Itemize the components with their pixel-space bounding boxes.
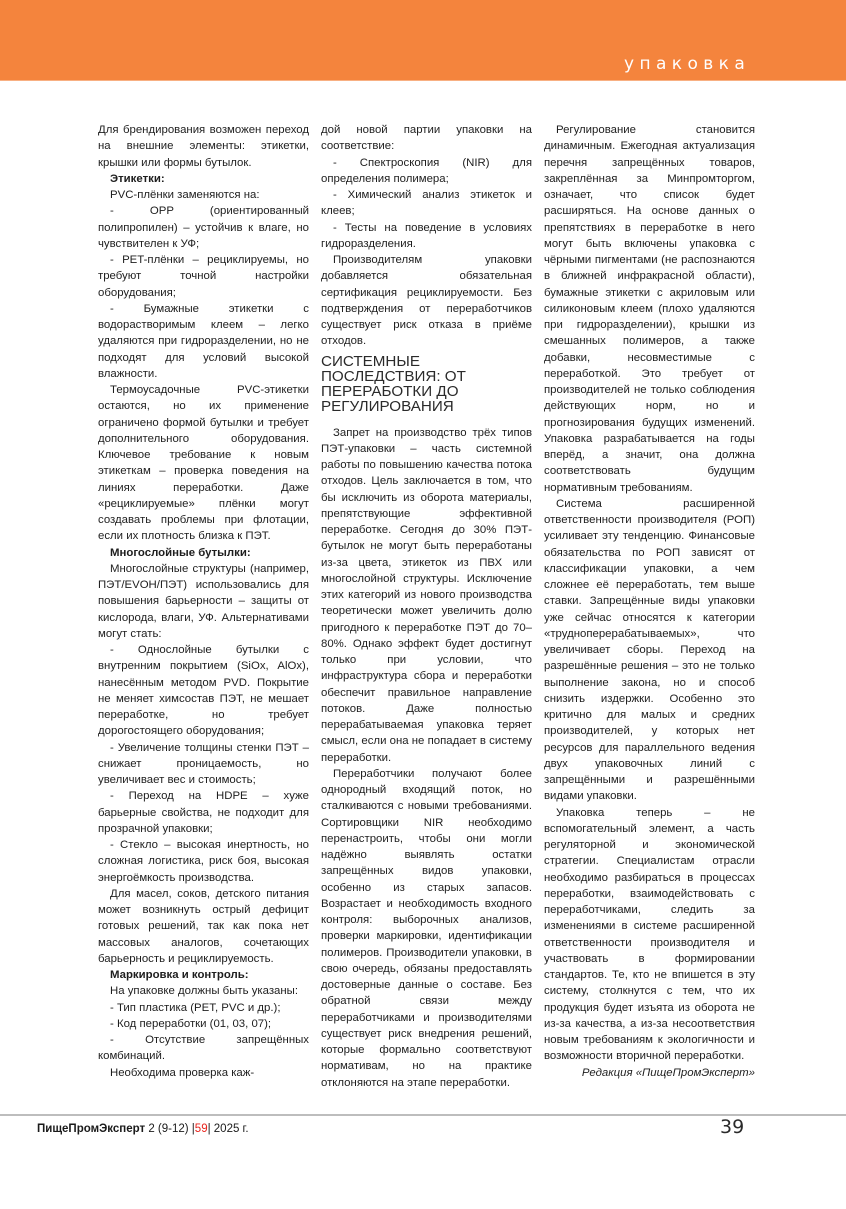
paragraph: - Стекло – высокая инертность, но сложная логистика, риск боя, высокая энергоёмкость производства.: [98, 839, 309, 884]
paragraph: Переработчики получают более однородный входящий поток, но сталкиваются с новыми требованиями. Сортировщики NIR необходимо перенастроить, чтобы они могли надёжно выявлять остатки запрещённых видов упаковки, особенно из старых запасов. Возрастает и необходимость входного контроля: выборочных анализов, проверки маркировки, идентификации полимеров. Производители упаковки, в свою очередь, обязаны предоставлять достоверные данные о составе. Без обратной связи между переработчиками и производителями существует риск внедрения решений, которые формально соответствуют нормативам, но на практике отклоняются на этапе переработки.: [321, 767, 532, 1089]
paragraph: Термоусадочные PVC-этикетки остаются, но их применение ограничено формой бутылки и требует дополнительного оборудования. Ключевое требование к новым этикеткам – проверка поведения на линиях переработки. Даже «рециклируемые» плёнки могут создавать проблемы при флотации, если их плотность близка к ПЭТ.: [98, 384, 309, 543]
issue-prefix: 2 (9-12) |: [145, 1123, 195, 1135]
paragraph: - Тип пластика (PET, PVC и др.);: [110, 1001, 281, 1014]
page-number: 39: [720, 1116, 745, 1138]
paragraph: PVC-плёнки заменяются на:: [110, 189, 260, 201]
paragraph: Необходима проверка каж-: [110, 1066, 255, 1079]
article-column-2: [321, 122, 532, 1091]
paragraph: - Увеличение толщины стенки ПЭТ – снижает проницаемость, но увеличивает вес и стоимость;: [98, 741, 309, 786]
paragraph: Производителям упаковки добавляется обязательная сертификация рециклируемости. Без подтверждения от переработчиков существует риск отказа в приёме отходов.: [321, 254, 532, 348]
paragraph: - OPP (ориентированный полипропилен) – устойчив к влаге, но чувствителен к УФ;: [98, 205, 309, 250]
paragraph: На упаковке должны быть указаны:: [110, 985, 299, 998]
subheading: Этикетки:: [110, 172, 165, 185]
paragraph: - PET-плёнки – рециклируемы, но требуют точной настройки оборудования;: [98, 254, 309, 299]
issue-suffix: | 2025 г.: [207, 1123, 249, 1135]
paragraph: - Бумажные этикетки с водорастворимым клеем – легко удаляются при гидроразделении, но не подходят для условий высокой влажности.: [98, 302, 309, 380]
article-column-3: [544, 122, 755, 1081]
paragraph: - Спектроскопия (NIR) для определения полимера;: [321, 156, 532, 185]
paragraph: - Отсутствие запрещённых комбинаций.: [98, 1034, 309, 1063]
section-heading: СИСТЕМНЫЕ ПОСЛЕДСТВИЯ: ОТ ПЕРЕРАБОТКИ ДО РЕГУЛИРОВАНИЯ: [321, 352, 466, 415]
subheading: Маркировка и контроль:: [110, 969, 249, 981]
paragraph: Для брендирования возможен переход на внешние элементы: этикетки, крышки или формы бутылок.: [98, 124, 309, 169]
paragraph: - Код переработки (01, 03, 07);: [110, 1017, 272, 1030]
paragraph: - Химический анализ этикеток и клеев;: [321, 189, 532, 218]
footer-issue-info: [37, 1123, 249, 1135]
section-label: упаковка: [624, 54, 751, 74]
author-signature: Редакция «ПищеПромЭксперт»: [581, 1066, 755, 1079]
paragraph: - Тесты на поведение в условиях гидроразделения.: [321, 221, 532, 250]
paragraph: Запрет на производство трёх типов ПЭТ-упаковки – часть системной работы по повышению качества потока отходов. Цель заключается в том, что бы исключить из оборота материалы, препятствующие эффективной переработке. Сегодня до 30% ПЭТ-бутылок не могут быть переработаны из-за цвета, этикеток из ПВХ или многослойной структуры. Исключение этих категорий из нового производства теоретически может увеличить долю пригодного к переработке ПЭТ до 70–80%. Однако эффект будет достигнут только при условии, что инфраструктура сбора и переработки обеспечит правильное направление потоков. Даже полностью перерабатываемая упаковка теряет смысл, если она не попадает в систему переработки.: [321, 426, 532, 764]
paragraph: Система расширенной ответственности производителя (РОП) усиливает эту тенденцию. Финансовые обязательства по РОП зависят от классификации упаковки, а чем сложнее её переработать, тем выше ставки. Запрещённые виды упаковки уже сейчас относятся к категории «трудноперерабатываемых», что увеличивает сборы. Переход на разрешённые решения – это не только выполнение закона, но и способ снизить издержки. Особенно это критично для малых и средних производителей, у которых нет ресурсов для параллельного ведения двух упаковочных линий с запрещёнными и разрешёнными видами упаковки.: [544, 497, 755, 803]
magazine-name: ПищеПромЭксперт: [37, 1123, 146, 1135]
paragraph: - Однослойные бутылки с внутренним покрытием (SiOx, AlOx), нанесённым методом PVD. Покрытие не меняет химсостав ПЭТ, не мешает переработке, но требует дорогостоящего оборудования;: [98, 644, 309, 738]
paragraph: дой новой партии упаковки на соответствие:: [321, 124, 532, 153]
paragraph: Многослойные структуры (например, ПЭТ/EVOH/ПЭТ) использовались для повышения барьерности – защиты от кислорода, влаги, УФ. Альтернативами могут стать:: [98, 562, 309, 640]
header-band: [0, 0, 846, 81]
article-column-1: [98, 122, 309, 1081]
subheading: Многослойные бутылки:: [110, 546, 251, 559]
paragraph: - Переход на HDPE – хуже барьерные свойства, не подходит для прозрачной упаковки;: [98, 790, 309, 835]
paragraph: Регулирование становится динамичным. Ежегодная актуализация перечня запрещённых товаров, закреплённая за Минпромторгом, означает, что список будет расширяться. На основе данных о препятствиях в переработке в него могут быть включены упаковка с чёрными пигментами (не распознаются в ближней инфракрасной области), бумажные этикетки с акриловым или силиконовым клеем (плохо удаляются при гидроразделении), крышки из смешанных полимеров, а также добавки, несовместимые с переработкой. Это требует от производителей не только соблюдения действующих норм, но и прогнозирования будущих изменений. Упаковка разрабатывается на годы вперёд, а значит, она должна соответствовать будущим нормативным требованиям.: [544, 124, 755, 494]
paragraph: Для масел, соков, детского питания может возникнуть острый дефицит готовых решений, так как пока нет массовых аналогов, сочетающих барьерность и рециклируемость.: [98, 887, 309, 965]
issue-number: 59: [194, 1123, 208, 1135]
paragraph: Упаковка теперь – не вспомогательный элемент, а часть регуляторной и экономической стратегии. Специалистам отрасли необходимо разбираться в процессах переработки, взаимодействовать с переработчиками, следить за изменениями в системе расширенной ответственности производителя и участвовать в формировании стандартов. Те, кто не впишется в эту систему, столкнутся с тем, что их продукция будет изъята из оборота не из-за качества, а из-за несоответствия новым требованиям к экологичности и возможности вторичной переработки.: [544, 806, 755, 1063]
